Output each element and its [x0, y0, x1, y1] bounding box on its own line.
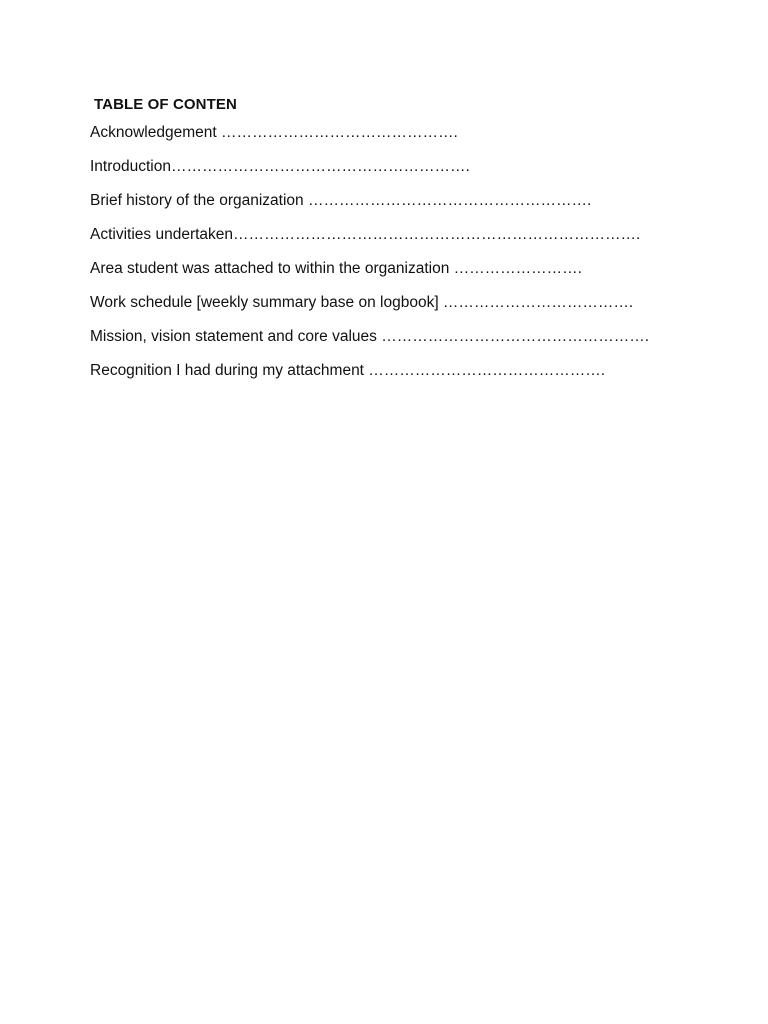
toc-entries [90, 116, 730, 388]
toc-entry-brief-history: Brief history of the organization ………………………………………………. [90, 192, 592, 209]
toc-entry-recognition: Recognition I had during my attachment ………………………………………. [90, 362, 606, 379]
table-of-contents [90, 94, 730, 388]
toc-entry-introduction: Introduction…………………………………………………. [90, 158, 470, 175]
toc-heading: TABLE OF CONTEN [94, 96, 237, 113]
toc-entry-work-schedule: Work schedule [weekly summary base on logbook] ………………………………. [90, 294, 634, 311]
toc-entry-acknowledgement: Acknowledgement ………………………………………. [90, 124, 458, 141]
toc-entry-activities: Activities undertaken……………………………………………………………………. [90, 226, 641, 243]
toc-entry-area-attached: Area student was attached to within the organization ……………………. [90, 260, 582, 277]
toc-entry-mission-vision: Mission, vision statement and core values ……………………………………………. [90, 328, 649, 345]
